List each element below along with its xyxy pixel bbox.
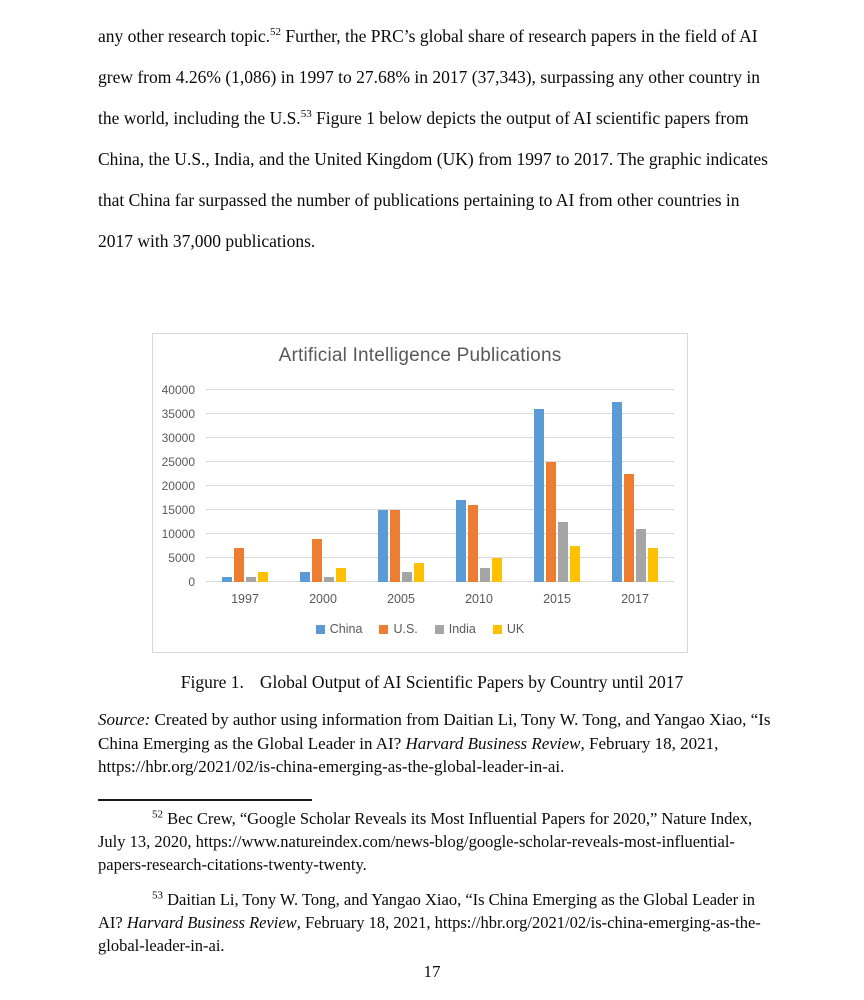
bar-india-2015: [558, 522, 568, 582]
legend-item-us: [379, 622, 417, 636]
chart-legend: [153, 622, 687, 636]
legend-item-india: [435, 622, 476, 636]
x-tick-label: 1997: [231, 592, 259, 606]
y-tick-label: 30000: [161, 431, 195, 445]
figure-caption-text: Global Output of AI Scientific Papers by Country until 2017: [259, 672, 684, 692]
bar-uk-1997: [258, 572, 268, 582]
x-axis-labels: [206, 592, 674, 606]
bar-us-1997: [234, 548, 244, 582]
figure-caption: [0, 672, 864, 693]
body-text-segment: Further, the PRC’s global share of research papers in the field of AI grew from 4.26% (1,086) in 1997 to 27.68% in 2017 (37,343), surpassing any other country in the world, including the U.S.: [98, 26, 760, 128]
bar-india-2005: [402, 572, 412, 582]
x-tick-label: 2000: [309, 592, 337, 606]
footnote-reference-53: 53: [300, 108, 312, 121]
y-tick-label: 15000: [161, 503, 195, 517]
y-tick-label: 25000: [161, 455, 195, 469]
footnote-text: Daitian Li, Tony W. Tong, and Yangao Xiao, “Is China Emerging as the Global Leader in AI?: [98, 890, 756, 932]
footnote-number: 53: [152, 889, 163, 902]
bar-china-2017: [612, 402, 622, 582]
y-tick-label: 20000: [161, 479, 195, 493]
bar-group-1997: [206, 390, 284, 582]
footnote-separator: [98, 799, 312, 801]
figure-caption-label: Figure 1.: [180, 672, 244, 692]
source-journal-title: Harvard Business Review: [405, 733, 581, 753]
bar-uk-2010: [492, 558, 502, 582]
legend-label: UK: [506, 622, 525, 636]
footnote-reference-52: 52: [270, 26, 282, 39]
footnote-53: [98, 888, 776, 957]
figure-chart: [152, 333, 688, 653]
chart-title: Artificial Intelligence Publications: [278, 345, 562, 366]
bar-china-2000: [300, 572, 310, 582]
source-text: , February 18, 2021, https://hbr.org/2021/02/is-china-emerging-as-the-global-leader-in-ai.: [98, 733, 719, 776]
x-tick-label: 2015: [543, 592, 571, 606]
body-text-segment: Figure 1 below depicts the output of AI scientific papers from China, the U.S., India, and the United Kingdom (UK) from 1997 to 2017. The graphic indicates that China far surpassed the number of publications pertaining to AI from other countries in 2017 with 37,000 publications.: [98, 108, 768, 251]
bar-group-2010: [440, 390, 518, 582]
footnote-journal-title: Harvard Business Review: [126, 913, 297, 932]
bar-uk-2000: [336, 568, 346, 582]
body-paragraph: [98, 16, 772, 262]
bar-us-2005: [390, 510, 400, 582]
bar-india-2000: [324, 577, 334, 582]
legend-label: China: [329, 622, 363, 636]
legend-label: U.S.: [393, 622, 418, 636]
bar-group-2015: [518, 390, 596, 582]
bar-group-2000: [284, 390, 362, 582]
legend-swatch-icon: [435, 625, 444, 634]
bar-india-1997: [246, 577, 256, 582]
body-text-segment: any other research topic.: [98, 26, 271, 46]
legend-swatch-icon: [316, 625, 325, 634]
bar-china-2015: [534, 409, 544, 582]
footnote-text: , February 18, 2021, https://hbr.org/2021/02/is-china-emerging-as-the-global-leader-in-ai.: [98, 913, 761, 955]
bar-us-2015: [546, 462, 556, 582]
legend-label: India: [448, 622, 476, 636]
bar-us-2017: [624, 474, 634, 582]
y-tick-label: 40000: [161, 383, 195, 397]
plot-area: [206, 390, 674, 582]
footnote-text: Bec Crew, “Google Scholar Reveals its Most Influential Papers for 2020,” Nature Index, July 13, 2020, https://www.natureindex.com/news-blog/google-scholar-reveals-most-influential-papers-research-citations-twenty-twenty.: [98, 809, 753, 874]
y-tick-label: 10000: [161, 527, 195, 541]
y-tick-label: 35000: [161, 407, 195, 421]
x-tick-label: 2010: [465, 592, 493, 606]
legend-swatch-icon: [493, 625, 502, 634]
x-tick-label: 2017: [621, 592, 649, 606]
bar-china-1997: [222, 577, 232, 582]
bar-group-2017: [596, 390, 674, 582]
bar-china-2010: [456, 500, 466, 582]
y-tick-label: 5000: [168, 551, 195, 565]
footnote-number: 52: [152, 808, 163, 821]
page-number: 17: [423, 962, 441, 981]
legend-swatch-icon: [379, 625, 388, 634]
bar-uk-2015: [570, 546, 580, 582]
bar-groups: [206, 390, 674, 582]
bar-india-2017: [636, 529, 646, 582]
bar-us-2000: [312, 539, 322, 582]
source-label: Source:: [98, 710, 151, 729]
source-note: [98, 708, 776, 779]
y-axis-labels: [153, 383, 201, 589]
x-tick-label: 2005: [387, 592, 415, 606]
bar-uk-2005: [414, 563, 424, 582]
bar-uk-2017: [648, 548, 658, 582]
bar-india-2010: [480, 568, 490, 582]
bar-us-2010: [468, 505, 478, 582]
legend-item-china: [316, 622, 363, 636]
bar-china-2005: [378, 510, 388, 582]
source-text: Created by author using information from Daitian Li, Tony W. Tong, and Yangao Xiao, “Is China Emerging as the Global Leader in AI?: [98, 710, 771, 753]
legend-item-uk: [493, 622, 524, 636]
footnote-52: [98, 807, 776, 876]
y-tick-label: 0: [188, 575, 195, 589]
bar-group-2005: [362, 390, 440, 582]
